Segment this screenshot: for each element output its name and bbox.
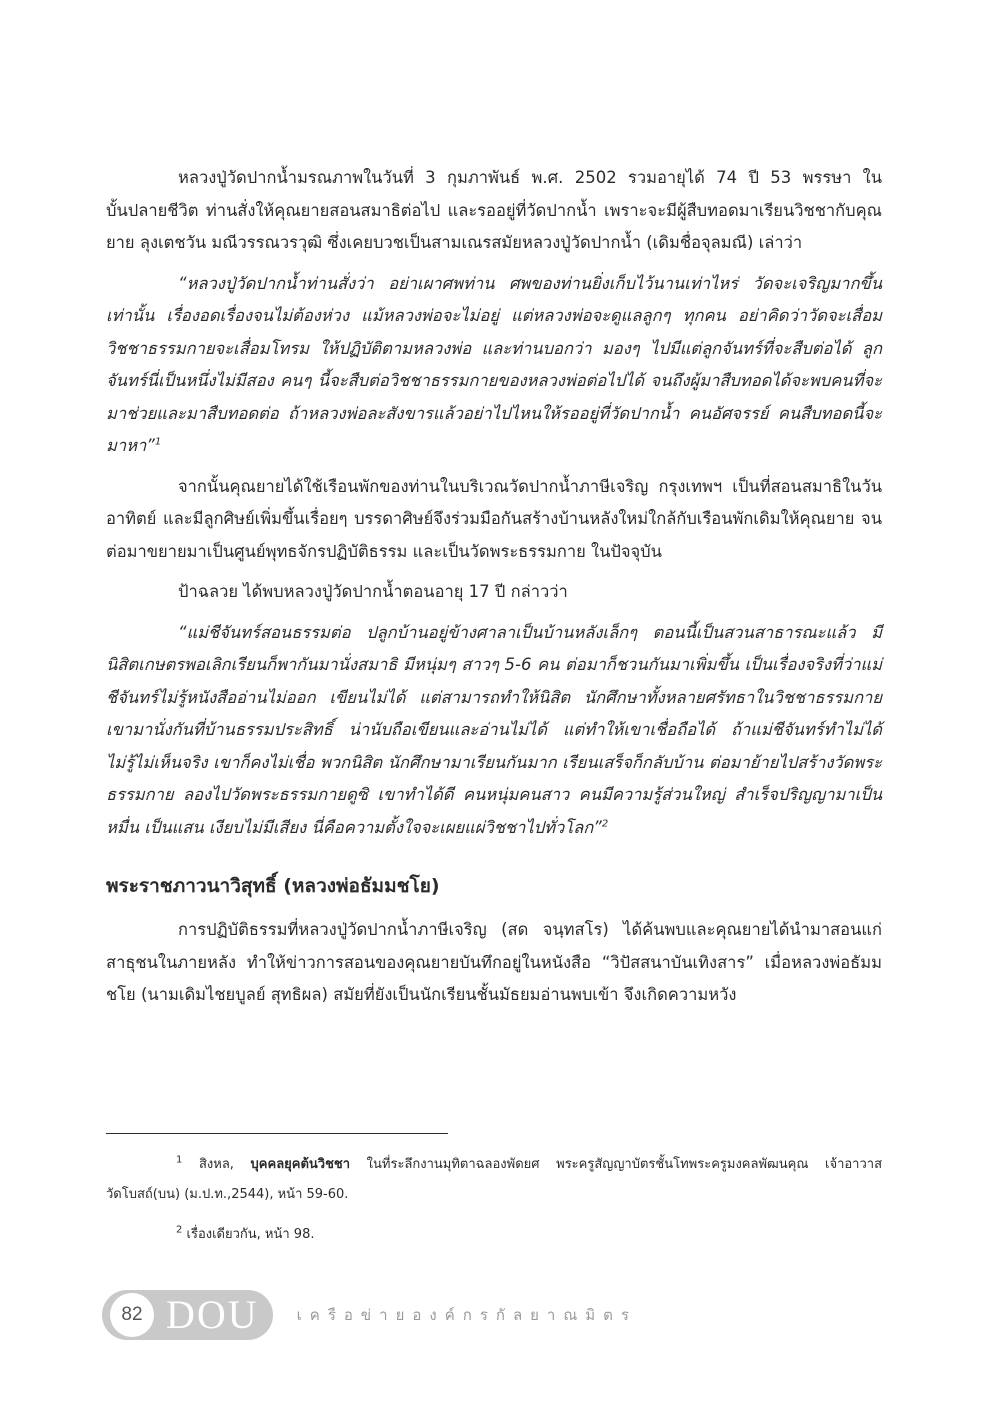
footnote-2 bbox=[106, 1220, 882, 1250]
main-content bbox=[106, 162, 882, 1020]
quote-1 bbox=[106, 268, 882, 463]
footnote-1-number: 1 bbox=[176, 1154, 183, 1166]
paragraph-2: จากนั้นคุณยายได้ใช้เรือนพักของท่านในบริเวณวัดปากน้ำภาษีเจริญ กรุงเทพฯ เป็นที่สอนสมาธิในวันอาทิตย์ และมีลูกศิษย์เพิ่มขึ้นเรื่อยๆ บรรดาศิษย์จึงร่วมมือกันสร้างบ้านหลังใหม่ใกล้กับเรือนพักเดิมให้คุณยาย จนต่อมาขยายมาเป็นศูนย์พุทธจักรปฏิบัติธรรม และเป็นวัดพระธรรมกาย ในปัจจุบัน bbox=[106, 476, 882, 561]
footnote-2-number: 2 bbox=[176, 1224, 183, 1236]
paragraph-1: หลวงปู่วัดปากน้ำมรณภาพในวันที่ 3 กุมภาพันธ์ พ.ศ. 2502 รวมอายุได้ 74 ปี 53 พรรษา ในบั้นปลายชีวิต ท่านสั่งให้คุณยายสอนสมาธิต่อไป และรออยู่ที่วัดปากน้ำ เพราะจะมีผู้สืบทอดมาเรียนวิชชากับคุณยาย ลุงเตชวัน มณีวรรณวรวุฒิ ซึ่งเคยบวชเป็นสามเณรสมัยหลวงปู่วัดปากน้ำ (เดิมชื่อจุลมณี) เล่าว่า bbox=[106, 168, 882, 252]
quote-2 bbox=[106, 617, 882, 845]
footnote-ref-1[interactable]: 1 bbox=[154, 436, 162, 448]
footnote-1 bbox=[106, 1150, 882, 1210]
footnote-1-title: บุคคลยุคต้นวิชชา bbox=[250, 1157, 351, 1172]
quote-1-text: “หลวงปู่วัดปากน้ำท่านสั่งว่า อย่าเผาศพท่าน ศพของท่านยิ่งเก็บไว้นานเท่าไหร่ วัดจะเจริญมากขึ้นเท่านั้น เรื่องอดเรื่องจนไม่ต้องห่วง แม้หลวงพ่อจะไม่อยู่ แต่หลวงพ่อจะดูแลลูกๆ ทุกคน อย่าคิดว่าวัดจะเสื่อมวิชชาธรรมกายจะเสื่อมโทรม ให้ปฏิบัติตามหลวงพ่อ และท่านบอกว่า มองๆ ไปมีแต่ลูกจันทร์ที่จะสืบต่อได้ ลูกจันทร์นี่เป็นหนึ่งไม่มีสอง คนๆ นี้จะสืบต่อวิชชาธรรมกายของหลวงพ่อต่อไปได้ จนถึงผู้มาสืบทอดได้จะพบคนที่จะมาช่วยและมาสืบทอดต่อ ถ้าหลวงพ่อละสังขารแล้วอย่าไปไหนให้รออยู่ที่วัดปากน้ำ คนอัศจรรย์ คนสืบทอดนี้จะมาหา” bbox=[106, 273, 882, 455]
paragraph-4: การปฏิบัติธรรมที่หลวงปู่วัดปากน้ำภาษีเจริญ (สด จนฺทสโร) ได้ค้นพบและคุณยายได้นำมาสอนแก่สาธุชนในภายหลัง ทำให้ข่าวการสอนของคุณยายบันทึกอยู่ในหนังสือ “วิปัสสนาบันเทิงสาร” เมื่อหลวงพ่อธัมมชโย (นามเดิมไชยบูลย์ สุทธิผล) สมัยที่ยังเป็นนักเรียนชั้นมัธยมอ่านพบเข้า จึงเกิดความหวัง bbox=[106, 920, 882, 1004]
page-number: 82 bbox=[110, 1293, 154, 1337]
section-heading: พระราชภาวนาวิสุทธิ์ (หลวงพ่อธัมมชโย) bbox=[106, 875, 440, 897]
paragraph-3: ป้าฉลวย ได้พบหลวงปู่วัดปากน้ำตอนอายุ 17 ปี กล่าวว่า bbox=[178, 582, 568, 601]
footnotes bbox=[106, 1150, 882, 1260]
footnote-ref-2[interactable]: 2 bbox=[601, 818, 609, 829]
page-badge bbox=[102, 1290, 273, 1340]
footnote-2-text: เรื่องเดียวกัน, หน้า 98. bbox=[186, 1227, 315, 1242]
footnote-divider bbox=[106, 1133, 448, 1134]
page-footer bbox=[102, 1290, 637, 1340]
footnote-1-detail: ในที่ระลึกงานมุทิตาฉลองพัดยศ พระครูสัญญาบัตรชั้นโทพระครูมงคลพัฒนคุณ เจ้าอาวาสวัดโบสถ์(บน) (ม.ป.ท.,2544), หน้า 59-60. bbox=[106, 1157, 883, 1202]
quote-2-text: “แม่ชีจันทร์สอนธรรมต่อ ปลูกบ้านอยู่ข้างศาลาเป็นบ้านหลังเล็กๆ ตอนนี้เป็นสวนสาธารณะแล้ว มีนิสิตเกษตรพอเลิกเรียนก็พากันมานั่งสมาธิ มีหนุ่มๆ สาวๆ 5-6 คน ต่อมาก็ชวนกันมาเพิ่มขึ้น เป็นเรื่องจริงที่ว่าแม่ชีจันทร์ไม่รู้หนังสืออ่านไม่ออก เขียนไม่ได้ แต่สามารถทำให้นิสิต นักศึกษาทั้งหลายศรัทธาในวิชชาธรรมกาย เขามานั่งกันที่บ้านธรรมประสิทธิ์ น่านับถือเขียนและอ่านไม่ได้ แต่ทำให้เขาเชื่อถือได้ ถ้าแม่ชีจันทร์ทำไม่ได้ ไม่รู้ไม่เห็นจริง เขาก็คงไม่เชื่อ พวกนิสิต นักศึกษามาเรียนกันมาก เรียนเสร็จก็กลับบ้าน ต่อมาย้ายไปสร้างวัดพระธรรมกาย ลองไปวัดพระธรรมกายดูซิ เขาทำได้ดี คนหนุ่มคนสาว คนมีความรู้ส่วนใหญ่ สำเร็จปริญญามาเป็นหมื่น เป็นแสน เงียบไม่มีเสียง นี่คือความตั้งใจจะเผยแผ่วิชชาไปทั่วโลก” bbox=[106, 622, 882, 837]
footnote-1-author: สิงหล, bbox=[198, 1157, 234, 1172]
network-tagline: เครือข่ายองค์กรกัลยาณมิตร bbox=[296, 1306, 637, 1324]
brand-logo: DOU bbox=[166, 1292, 259, 1337]
